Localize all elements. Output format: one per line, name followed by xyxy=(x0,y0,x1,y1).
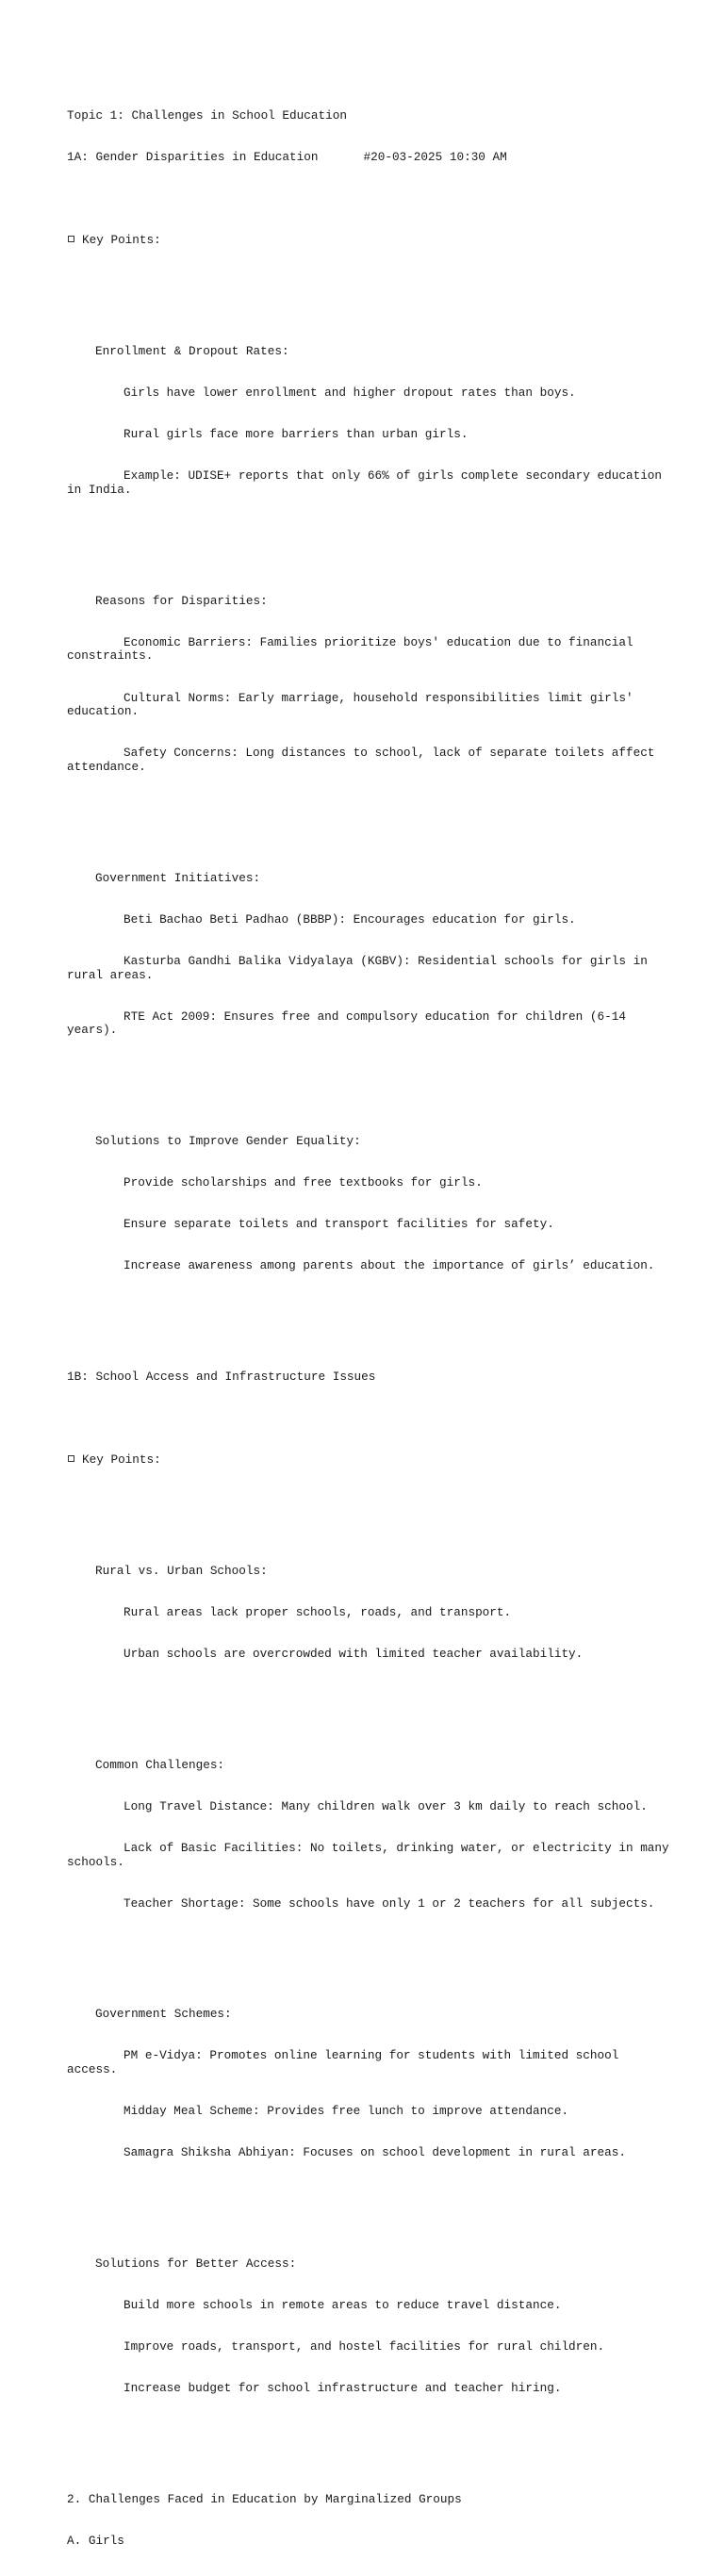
group-heading: Solutions to Improve Gender Equality: xyxy=(95,1134,361,1149)
section-1a-header xyxy=(67,151,670,165)
list-item: Rural girls face more barriers than urban girls. xyxy=(123,427,469,442)
group-heading: Rural vs. Urban Schools: xyxy=(95,1563,268,1578)
list-item: Long Travel Distance: Many children walk over 3 km daily to reach school. xyxy=(123,1798,648,1813)
checkbox-square-icon xyxy=(68,236,74,242)
list-item: Provide scholarships and free textbooks for girls. xyxy=(123,1175,483,1190)
group-heading: Reasons for Disparities: xyxy=(95,593,268,608)
list-item: PM e-Vidya: Promotes online learning for students with limited school access. xyxy=(67,2048,626,2077)
list-item: Economic Barriers: Families prioritize boys' education due to financial constraints. xyxy=(67,634,641,664)
section-1a-datetime: #20-03-2025 10:30 AM xyxy=(363,150,507,165)
key-points-heading-1b: Key Points: xyxy=(67,1453,670,1468)
list-item: Teacher Shortage: Some schools have only 1 or 2 teachers for all subjects. xyxy=(123,1895,655,1911)
list-item: Midday Meal Scheme: Provides free lunch to improve attendance. xyxy=(123,2104,569,2119)
list-item: Increase awareness among parents about the importance of girls’ education. xyxy=(123,1258,655,1273)
list-item: Ensure separate toilets and transport facilities for safety. xyxy=(123,1217,554,1232)
list-item: Beti Bachao Beti Padhao (BBBP): Encourages education for girls. xyxy=(123,911,576,927)
list-item: RTE Act 2009: Ensures free and compulsory education for children (6-14 years). xyxy=(67,1009,634,1038)
group-heading: Government Initiatives: xyxy=(95,870,261,885)
group-heading: Enrollment & Dropout Rates: xyxy=(95,344,289,359)
list-item: Improve roads, transport, and hostel facilities for rural children. xyxy=(123,2339,605,2354)
section-2-title: 2. Challenges Faced in Education by Marginalized Groups xyxy=(67,2491,462,2506)
list-item: Build more schools in remote areas to reduce travel distance. xyxy=(123,2298,562,2313)
list-item: Safety Concerns: Long distances to school, lack of separate toilets affect attendance. xyxy=(67,746,663,775)
topic-title: Topic 1: Challenges in School Education xyxy=(67,108,347,123)
checkbox-square-icon xyxy=(68,1455,74,1462)
section-2-subtitle: A. Girls xyxy=(67,2533,124,2548)
list-item: Kasturba Gandhi Balika Vidyalaya (KGBV): Residential schools for girls in rural areas. xyxy=(67,953,655,982)
list-item: Rural areas lack proper schools, roads, and transport. xyxy=(123,1604,512,1619)
section-1b-title: 1B: School Access and Infrastructure Issues xyxy=(67,1370,376,1384)
list-item: Example: UDISE+ reports that only 66% of girls complete secondary education in India. xyxy=(67,468,669,498)
document-body xyxy=(67,68,677,2576)
key-points-heading-1a: Key Points: xyxy=(67,234,670,248)
list-item: Urban schools are overcrowded with limited teacher availability. xyxy=(123,1647,584,1662)
group-heading: Solutions for Better Access: xyxy=(95,2256,297,2271)
group-heading: Common Challenges: xyxy=(95,1757,225,1772)
list-item: Girls have lower enrollment and higher dropout rates than boys. xyxy=(123,386,576,401)
group-heading: Government Schemes: xyxy=(95,2007,232,2022)
list-item: Lack of Basic Facilities: No toilets, drinking water, or electricity in many schools. xyxy=(67,1840,677,1869)
list-item: Cultural Norms: Early marriage, household responsibilities limit girls' education. xyxy=(67,690,641,719)
section-1a-title: 1A: Gender Disparities in Education xyxy=(67,150,319,165)
list-item: Samagra Shiksha Abhiyan: Focuses on school development in rural areas. xyxy=(123,2145,626,2160)
list-item: Increase budget for school infrastructure and teacher hiring. xyxy=(123,2381,562,2396)
